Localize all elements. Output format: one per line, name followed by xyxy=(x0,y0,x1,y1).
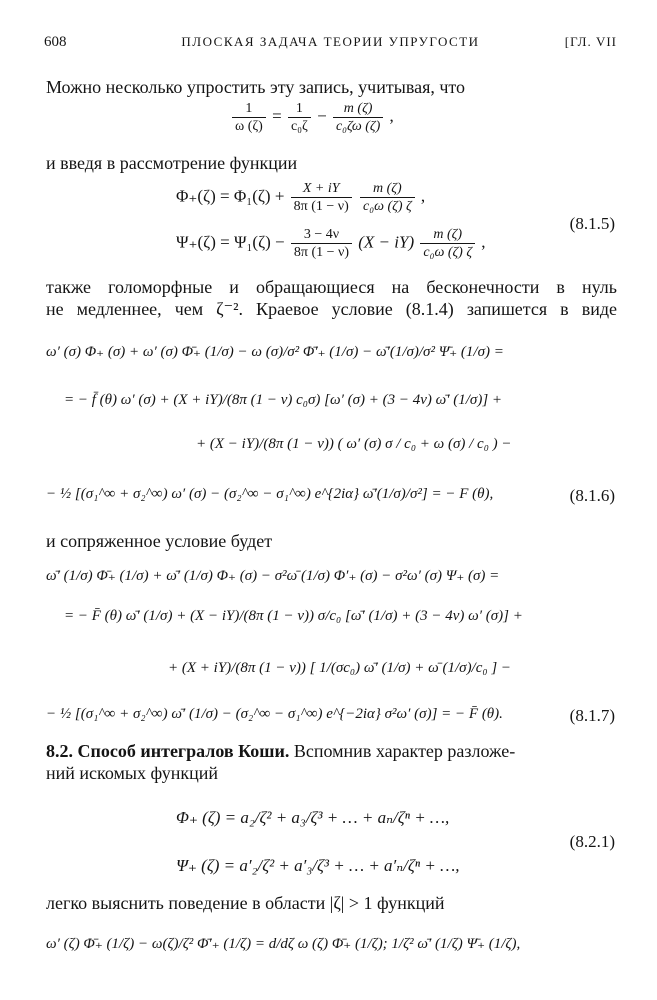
equation-4-line-1: ω̄′ (1/σ) Φ̄₊ (1/σ) + ω̄′ (1/σ) Φ₊ (σ) − σ²ω̄ (1/σ) Φ′₊ (σ) − σ²ω′ (σ) Ψ₊ (σ) = xyxy=(46,568,500,584)
section-title: 8.2. Способ интегралов Коши. xyxy=(46,741,290,761)
paragraph-4: и сопряженное условие будет xyxy=(46,531,273,551)
section-text-b: ний искомых функций xyxy=(46,763,218,783)
paragraph-3a: также голоморфные и обращающиеся на бесконечности в нуль xyxy=(46,277,617,297)
equation-number-8-1-6: (8.1.6) xyxy=(569,486,615,505)
equation-5b: Ψ₊ (ζ) = a′₂/ζ² + a′₃/ζ³ + … + a′ₙ/ζⁿ + …, xyxy=(176,856,460,875)
paragraph-2: и введя в рассмотрение функции xyxy=(46,153,298,173)
section-heading-line xyxy=(46,740,617,762)
equation-1: $\frac{1}{\omega (\zeta)}$ = $\frac{1}{\text{c₀ζ}}$ − $\frac{m (\zeta)}{\text{c₀ζω (ζ)}}$ , xyxy=(230,100,394,135)
paragraph-5: легко выяснить поведение в области |ζ| > 1 функций xyxy=(46,893,445,913)
page-number: 608 xyxy=(44,34,67,50)
equation-4-line-3: + (X + iY)/(8π (1 − ν)) [ 1/(σc₀) ω̄′ (1/σ) + ω̄ (1/σ)/c₀ ] − xyxy=(168,660,512,676)
eq1-lhs: $\frac{1}{\omega (\zeta)}$ xyxy=(232,100,266,135)
equation-5a: Φ₊ (ζ) = a₂/ζ² + a₃/ζ³ + … + aₙ/ζⁿ + …, xyxy=(176,808,450,827)
equation-number-8-1-7: (8.1.7) xyxy=(569,706,615,725)
paragraph-1: Можно несколько упростить эту запись, учитывая, что xyxy=(46,77,466,97)
equation-4-line-4: − ½ [(σ₁^∞ + σ₂^∞) ω̄′ (1/σ) − (σ₂^∞ − σ₁^∞) e^{−2iα} σ²ω′ (σ)] = − F̄ (θ). xyxy=(46,706,503,722)
running-header xyxy=(44,34,617,56)
section-text-a: Вспомнив характер разложе- xyxy=(293,741,516,761)
equation-2b: Ψ₊(ζ) = Ψ₁(ζ) − $\frac{3 - 4\nu}{8\pi (1 - \nu)}$ (X − iY) $\frac{m (\zeta)}{\text{c₀ω (ζ) ζ}}$ , xyxy=(176,227,486,260)
equation-3-line-2: = − f̄ (θ) ω′ (σ) + (X + iY)/(8π (1 − ν) c₀σ) [ω′ (σ) + (3 − 4ν) ω̄′ (1/σ)] + xyxy=(64,392,503,408)
running-title: ПЛОСКАЯ ЗАДАЧА ТЕОРИИ УПРУГОСТИ xyxy=(181,34,480,49)
equation-2a: Φ₊(ζ) = Φ₁(ζ) + $\frac{X + iY}{8\pi (1 - \nu)}$ $\frac{m (\zeta)}{\text{c₀ω (ζ) ζ}}$ , xyxy=(176,181,426,214)
equation-number-8-2-1: (8.2.1) xyxy=(569,832,615,851)
equation-4-line-2: = − F̄ (θ) ω̄′ (1/σ) + (X − iY)/(8π (1 − ν)) σ/c₀ [ω̄′ (1/σ) + (3 − 4ν) ω′ (σ)] + xyxy=(64,608,523,624)
equation-6: ω′ (ζ) Φ̄₊ (1/ζ) − ω(ζ)/ζ² Φ̄′₊ (1/ζ) = d/dζ ω (ζ) Φ̄₊ (1/ζ); 1/ζ² ω̄′ (1/ζ) Ψ̄₊ (1/ζ), xyxy=(46,936,521,952)
equation-3-line-1: ω′ (σ) Φ₊ (σ) + ω′ (σ) Φ̄₊ (1/σ) − ω (σ)/σ² Φ̄′₊ (1/σ) − ω̄′(1/σ)/σ² Ψ̄₊ (1/σ) = xyxy=(46,344,504,360)
chapter-label: [ГЛ. VII xyxy=(564,34,617,49)
equation-3-line-4: − ½ [(σ₁^∞ + σ₂^∞) ω′ (σ) − (σ₂^∞ − σ₁^∞) e^{2iα} ω̄′(1/σ)/σ²] = − F (θ), xyxy=(46,486,494,502)
paragraph-3b: не медленнее, чем ζ⁻². Краевое условие (8.1.4) запишется в виде xyxy=(46,299,617,319)
equation-3-line-3: + (X − iY)/(8π (1 − ν)) ( ω′ (σ) σ / c₀ + ω (σ) / c₀ ) − xyxy=(196,436,512,452)
equation-number-8-1-5: (8.1.5) xyxy=(569,214,615,233)
